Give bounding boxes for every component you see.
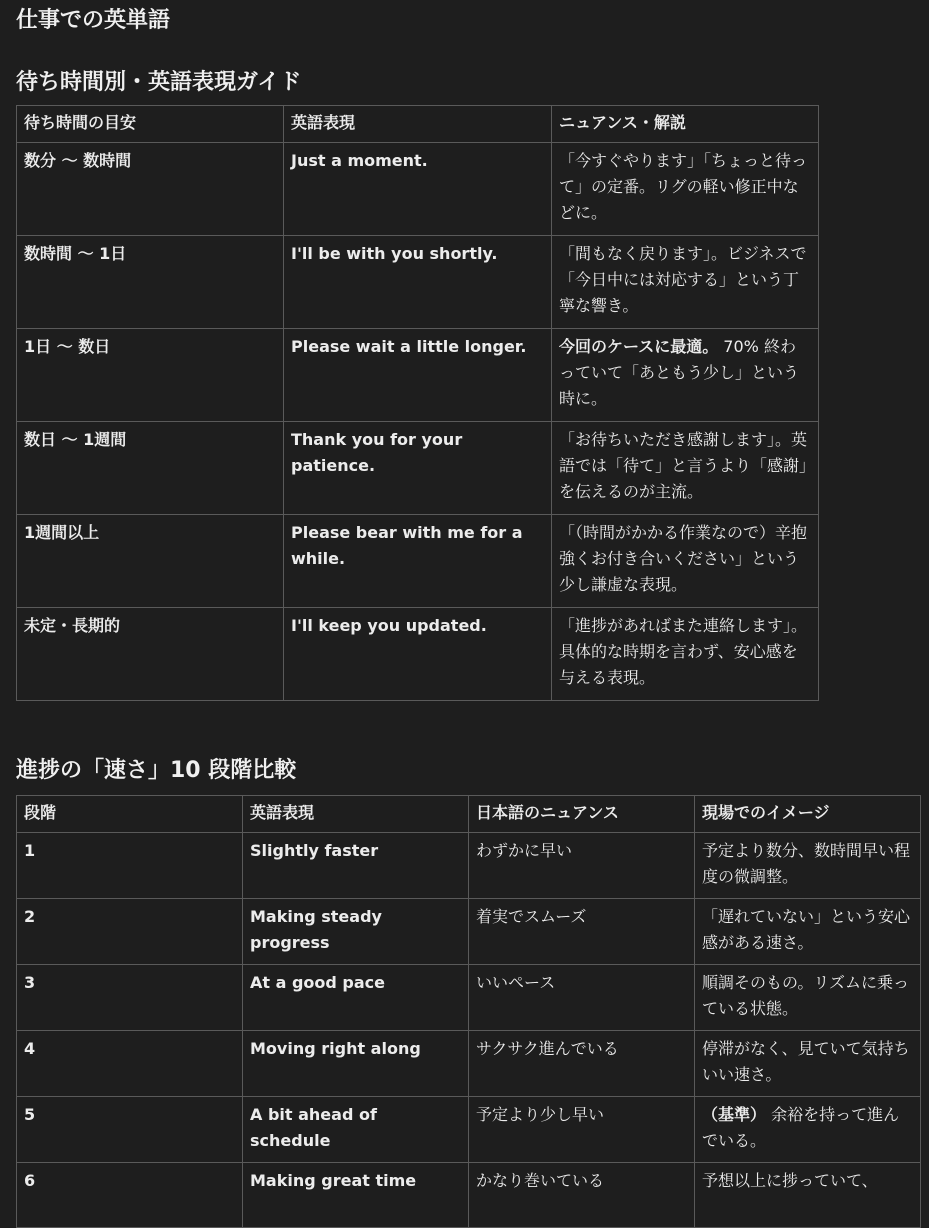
- level-cell: 3: [17, 965, 243, 1031]
- expression-cell: At a good pace: [243, 965, 469, 1031]
- table-row: [17, 965, 921, 1031]
- column-header: ニュアンス・解説: [552, 106, 819, 143]
- speed-comparison-table: [16, 795, 921, 1228]
- japanese-nuance-cell: 着実でスムーズ: [469, 899, 695, 965]
- nuance-highlight: 今回のケースに最適。: [559, 337, 719, 356]
- wait-time-table: [16, 105, 819, 701]
- expression-cell: Just a moment.: [284, 143, 552, 236]
- level-cell: 2: [17, 899, 243, 965]
- onsite-image-cell: [695, 1163, 921, 1228]
- wait-time-cell: 数分 〜 数時間: [17, 143, 284, 236]
- image-text: 余裕を持って進んでいる。: [702, 1105, 900, 1150]
- nuance-cell: [552, 608, 819, 701]
- table-row: [17, 833, 921, 899]
- expression-cell: Please bear with me for a while.: [284, 515, 552, 608]
- image-text: 「遅れていない」という安心感がある速さ。: [702, 907, 911, 952]
- wait-time-cell: 1週間以上: [17, 515, 284, 608]
- nuance-cell: [552, 515, 819, 608]
- column-header: 段階: [17, 796, 243, 833]
- expression-cell: Please wait a little longer.: [284, 329, 552, 422]
- japanese-nuance-cell: いいペース: [469, 965, 695, 1031]
- image-highlight: （基準）: [702, 1105, 767, 1124]
- onsite-image-cell: [695, 965, 921, 1031]
- nuance-text: 「お待ちいただき感謝します」。英語では「待て」と言うより「感謝」を伝えるのが主流。: [559, 430, 808, 501]
- expression-cell: I'll keep you updated.: [284, 608, 552, 701]
- table-row: [17, 143, 819, 236]
- column-header: 日本語のニュアンス: [469, 796, 695, 833]
- table-row: [17, 329, 819, 422]
- table-row: [17, 1163, 921, 1228]
- table-header-row: [17, 106, 819, 143]
- expression-cell: A bit ahead of schedule: [243, 1097, 469, 1163]
- level-cell: 6: [17, 1163, 243, 1228]
- expression-cell: Thank you for your patience.: [284, 422, 552, 515]
- table-row: [17, 515, 819, 608]
- onsite-image-cell: [695, 1031, 921, 1097]
- nuance-cell: [552, 329, 819, 422]
- column-header: 待ち時間の目安: [17, 106, 284, 143]
- expression-cell: Making steady progress: [243, 899, 469, 965]
- wait-time-cell: 未定・長期的: [17, 608, 284, 701]
- document-page: [16, 0, 929, 1228]
- japanese-nuance-cell: かなり巻いている: [469, 1163, 695, 1228]
- section-title-speed: 進捗の「速さ」10 段階比較: [16, 758, 297, 783]
- wait-time-cell: 数日 〜 1週間: [17, 422, 284, 515]
- table-row: [17, 236, 819, 329]
- onsite-image-cell: [695, 899, 921, 965]
- wait-time-cell: 1日 〜 数日: [17, 329, 284, 422]
- image-text: 停滞がなく、見ていて気持ちいい速さ。: [702, 1039, 910, 1084]
- expression-cell: I'll be with you shortly.: [284, 236, 552, 329]
- nuance-text: 「（時間がかかる作業なので）辛抱強くお付き合いください」という少し謙虚な表現。: [559, 523, 808, 594]
- table-row: [17, 899, 921, 965]
- nuance-cell: [552, 236, 819, 329]
- table-header-row: [17, 796, 921, 833]
- level-cell: 4: [17, 1031, 243, 1097]
- image-text: 順調そのもの。リズムに乗っている状態。: [702, 973, 910, 1018]
- nuance-text: 「今すぐやります」「ちょっと待って」の定番。リグの軽い修正中などに。: [559, 151, 808, 222]
- nuance-cell: [552, 422, 819, 515]
- column-header: 英語表現: [284, 106, 552, 143]
- level-cell: 1: [17, 833, 243, 899]
- table-row: [17, 1097, 921, 1163]
- section-title-wait-time: 待ち時間別・英語表現ガイド: [16, 70, 302, 95]
- japanese-nuance-cell: 予定より少し早い: [469, 1097, 695, 1163]
- nuance-text: 「間もなく戻ります」。ビジネスで「今日中には対応する」という丁寧な響き。: [559, 244, 807, 315]
- japanese-nuance-cell: サクサク進んでいる: [469, 1031, 695, 1097]
- column-header: 英語表現: [243, 796, 469, 833]
- expression-cell: Moving right along: [243, 1031, 469, 1097]
- japanese-nuance-cell: わずかに早い: [469, 833, 695, 899]
- nuance-text: 70% 終わっていて「あともう少し」という時に。: [559, 337, 800, 408]
- nuance-text: 「進捗があればまた連絡します」。具体的な時期を言わず、安心感を与える表現。: [559, 616, 808, 687]
- expression-cell: Slightly faster: [243, 833, 469, 899]
- image-text: 予定より数分、数時間早い程度の微調整。: [702, 841, 911, 886]
- table-row: [17, 422, 819, 515]
- onsite-image-cell: [695, 1097, 921, 1163]
- expression-cell: Making great time: [243, 1163, 469, 1228]
- page-title: 仕事での英単語: [16, 8, 171, 33]
- column-header: 現場でのイメージ: [695, 796, 921, 833]
- nuance-cell: [552, 143, 819, 236]
- table-row: [17, 608, 819, 701]
- image-text: 予想以上に捗っていて、: [702, 1171, 878, 1190]
- table-row: [17, 1031, 921, 1097]
- wait-time-cell: 数時間 〜 1日: [17, 236, 284, 329]
- onsite-image-cell: [695, 833, 921, 899]
- level-cell: 5: [17, 1097, 243, 1163]
